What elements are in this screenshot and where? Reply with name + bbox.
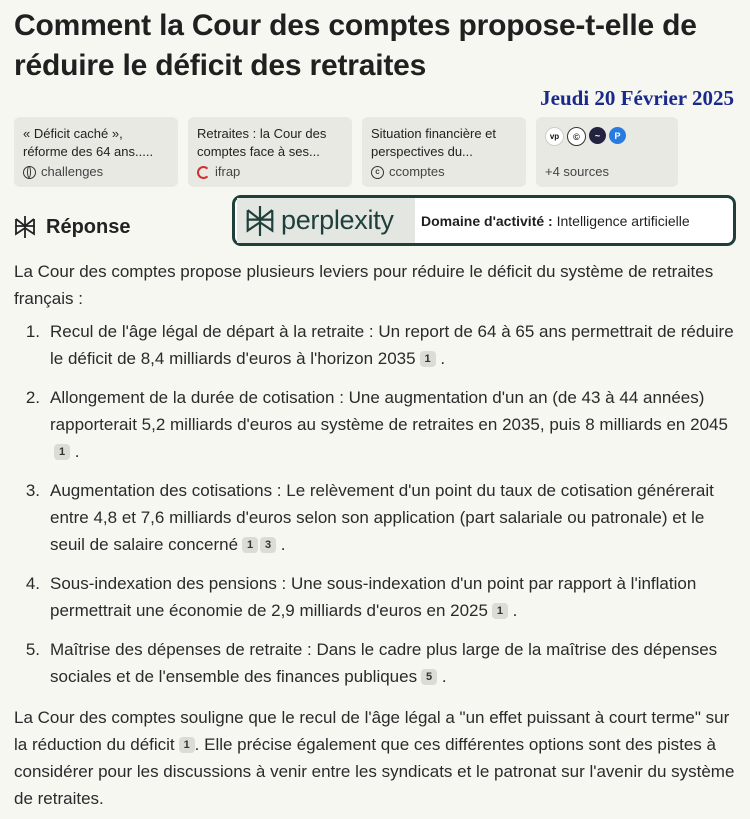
brand-name: perplexity [281,205,394,235]
source-name: challenges [41,164,104,179]
item-text: Augmentation des cotisations : Le relèvement d'un point du taux de cotisation générerait entre 4,8 et 7,6 milliards d'euros selon son application (part salariale ou patronale) et le seuil de salaire concerné [50,481,714,554]
more-sources-label: +4 sources [545,164,609,179]
conclusion-text: La Cour des comptes souligne que le recul de l'âge légal a "un effet puissant à court terme" sur la réduction du déficit [14,708,730,754]
globe-icon [23,166,36,179]
list-item: 1. Recul de l'âge légal de départ à la retraite : Un report de 64 à 65 ans permettrait de réduire le déficit de 8,4 milliards d'euros à l'horizon 2035 1 . [14,318,738,372]
perplexity-logo-icon [245,203,275,239]
wave-logo-icon: ~ [589,127,606,144]
item-text: Maîtrise des dépenses de retraite : Dans le cadre plus large de la maîtrise des dépenses sociales et de l'ensemble des finances publiques [50,640,718,686]
item-text: Allongement de la durée de cotisation : Une augmentation d'un an (de 43 à 44 années) rapporterait 5,2 milliards d'euros au système de retraites en 2035, puis 8 milliards en 2045 [50,388,728,434]
conclusion-paragraph [14,704,736,812]
citation-badge[interactable]: 5 [421,669,437,685]
page-title: Comment la Cour des comptes propose-t-elle de réduire le déficit des retraites [14,9,697,82]
source-name: ccomptes [389,164,445,179]
item-number: 1. [25,322,40,341]
ifrap-icon [197,166,210,179]
item-number: 2. [25,388,40,407]
source-card[interactable] [188,117,352,187]
source-name: ifrap [215,164,241,179]
source-card-origin [197,163,240,181]
item-number: 5. [25,640,40,659]
more-sources-card[interactable] [536,117,678,187]
perplexity-logo [237,198,415,243]
item-text: Recul de l'âge légal de départ à la retraite : Un report de 64 à 65 ans permettrait de réduire le déficit de 8,4 milliards d'euros à l'horizon 2035 [50,322,734,368]
source-card-title: Situation financière et perspectives du... [371,126,497,159]
domaine-text [421,213,690,229]
source-card-title: « Déficit caché », réforme des 64 ans..... [23,126,154,159]
item-number: 4. [25,574,40,593]
domaine-label: Domaine d'activité : [421,212,553,229]
citation-badge[interactable]: 1 [420,351,436,367]
list-item: 5. Maîtrise des dépenses de retraite : Dans le cadre plus large de la maîtrise des dépenses sociales et de l'ensemble des finances publiques 5 . [14,636,738,690]
citation-badge[interactable]: 1 [179,737,195,753]
source-card[interactable] [362,117,526,187]
perplexity-answer-icon [14,215,36,239]
item-text: Sous-indexation des pensions : Une sous-indexation d'un point par rapport à l'inflation permettrait une économie de 2,9 milliards d'euros en 2025 [50,574,697,620]
item-number: 3. [25,481,40,500]
domaine-value: Intelligence artificielle [556,212,690,229]
p-logo-icon: P [609,127,626,144]
citation-badge[interactable]: 1 [242,537,258,553]
intro-paragraph: La Cour des comptes propose plusieurs leviers pour réduire le déficit du système de retraites français : [14,262,714,308]
source-card[interactable] [14,117,178,187]
ccomptes-icon: c [371,166,384,179]
date-stamp: Jeudi 20 Février 2025 [540,86,734,110]
reponse-header [14,215,130,239]
citation-badge[interactable]: 1 [492,603,508,619]
source-card-origin [371,163,445,181]
source-card-title: Retraites : la Cour des comptes face à ses... [197,126,327,159]
citation-badge[interactable]: 3 [260,537,276,553]
reponse-label: Réponse [46,215,131,238]
source-card-origin [23,163,103,181]
brand-banner [232,195,736,246]
levers-list [14,318,738,702]
list-item: 4. Sous-indexation des pensions : Une sous-indexation d'un point par rapport à l'inflation permettrait une économie de 2,9 milliards d'euros en 2025 1 . [14,570,738,624]
list-item: 3. Augmentation des cotisations : Le relèvement d'un point du taux de cotisation générerait entre 4,8 et 7,6 milliards d'euros selon son application (part salariale ou patronale) et le seuil de salaire concerné 1 3 . [14,477,738,558]
list-item: 2. Allongement de la durée de cotisation : Une augmentation d'un an (de 43 à 44 années) rapporterait 5,2 milliards d'euros au système de retraites en 2035, puis 8 milliards en 20451 . [14,384,738,465]
copyright-logo-icon: © [567,127,586,146]
sources-row [14,117,678,187]
source-logos [545,127,669,146]
vp-logo-icon: vp [545,127,564,146]
citation-badge[interactable]: 1 [54,444,70,460]
conclusion-text-end: . Elle précise également que ces différentes options sont des pistes à considérer pour les discussions à venir entre les syndicats et le patronat sur l'avenir du système de retraites. [14,735,735,808]
